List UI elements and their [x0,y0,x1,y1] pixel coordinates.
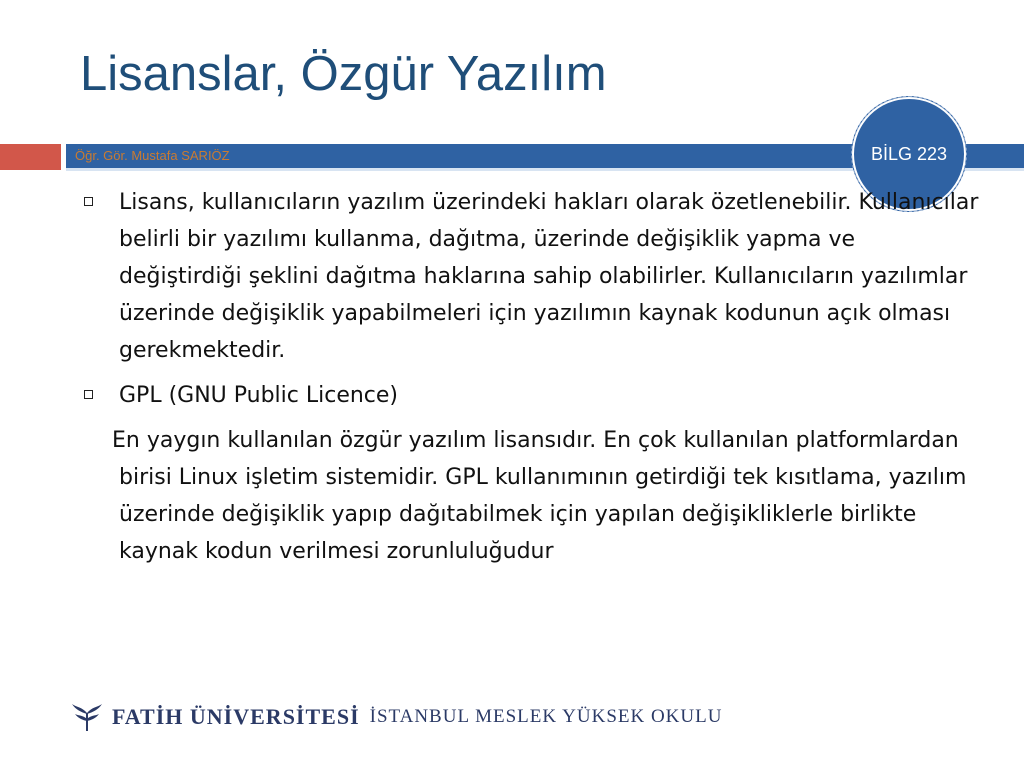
tulip-logo-icon [68,701,106,733]
bullet-text: GPL (GNU Public Licence) [119,383,399,408]
square-bullet-icon [84,197,93,206]
list-item [80,184,980,369]
slide-content [80,184,980,570]
bullet-text: Lisans, kullanıcıların yazılım üzerindeki hakları olarak özetlenebilir. Kullanıcılar belirli bir yazılımı kullanma, dağıtma, üzerinde değişiklik yapma ve değiştirdiği şeklini dağıtma haklarına sahip olabilirler. Kullanıcıların yazılımlar üzerinde değişiklik yapabilmeleri için yazılımın kaynak kodunun açık olması gerekmektedir. [119,190,979,363]
square-bullet-icon [84,390,93,399]
university-footer [68,697,722,737]
slide-title: Lisanslar, Özgür Yazılım [80,47,607,101]
course-code: BİLG 223 [870,143,948,164]
paragraph: En yaygın kullanılan özgür yazılım lisansıdır. En çok kullanılan platformlardan birisi Linux işletim sistemidir. GPL kullanımının getirdiği tek kısıtlama, yazılım üzerinde değişiklik yapıp dağıtabilmek için yapılan değişikliklerle birlikte kaynak kodun verilmesi zorunluluğudur [112,428,967,564]
school-name: İSTANBUL MESLEK YÜKSEK OKULU [369,706,723,727]
list-item [80,377,980,414]
author-name: Öğr. Gör. Mustafa SARIÖZ [75,148,230,163]
accent-bar [0,144,61,170]
university-name: FATİH ÜNİVERSİTESİ [112,704,360,729]
